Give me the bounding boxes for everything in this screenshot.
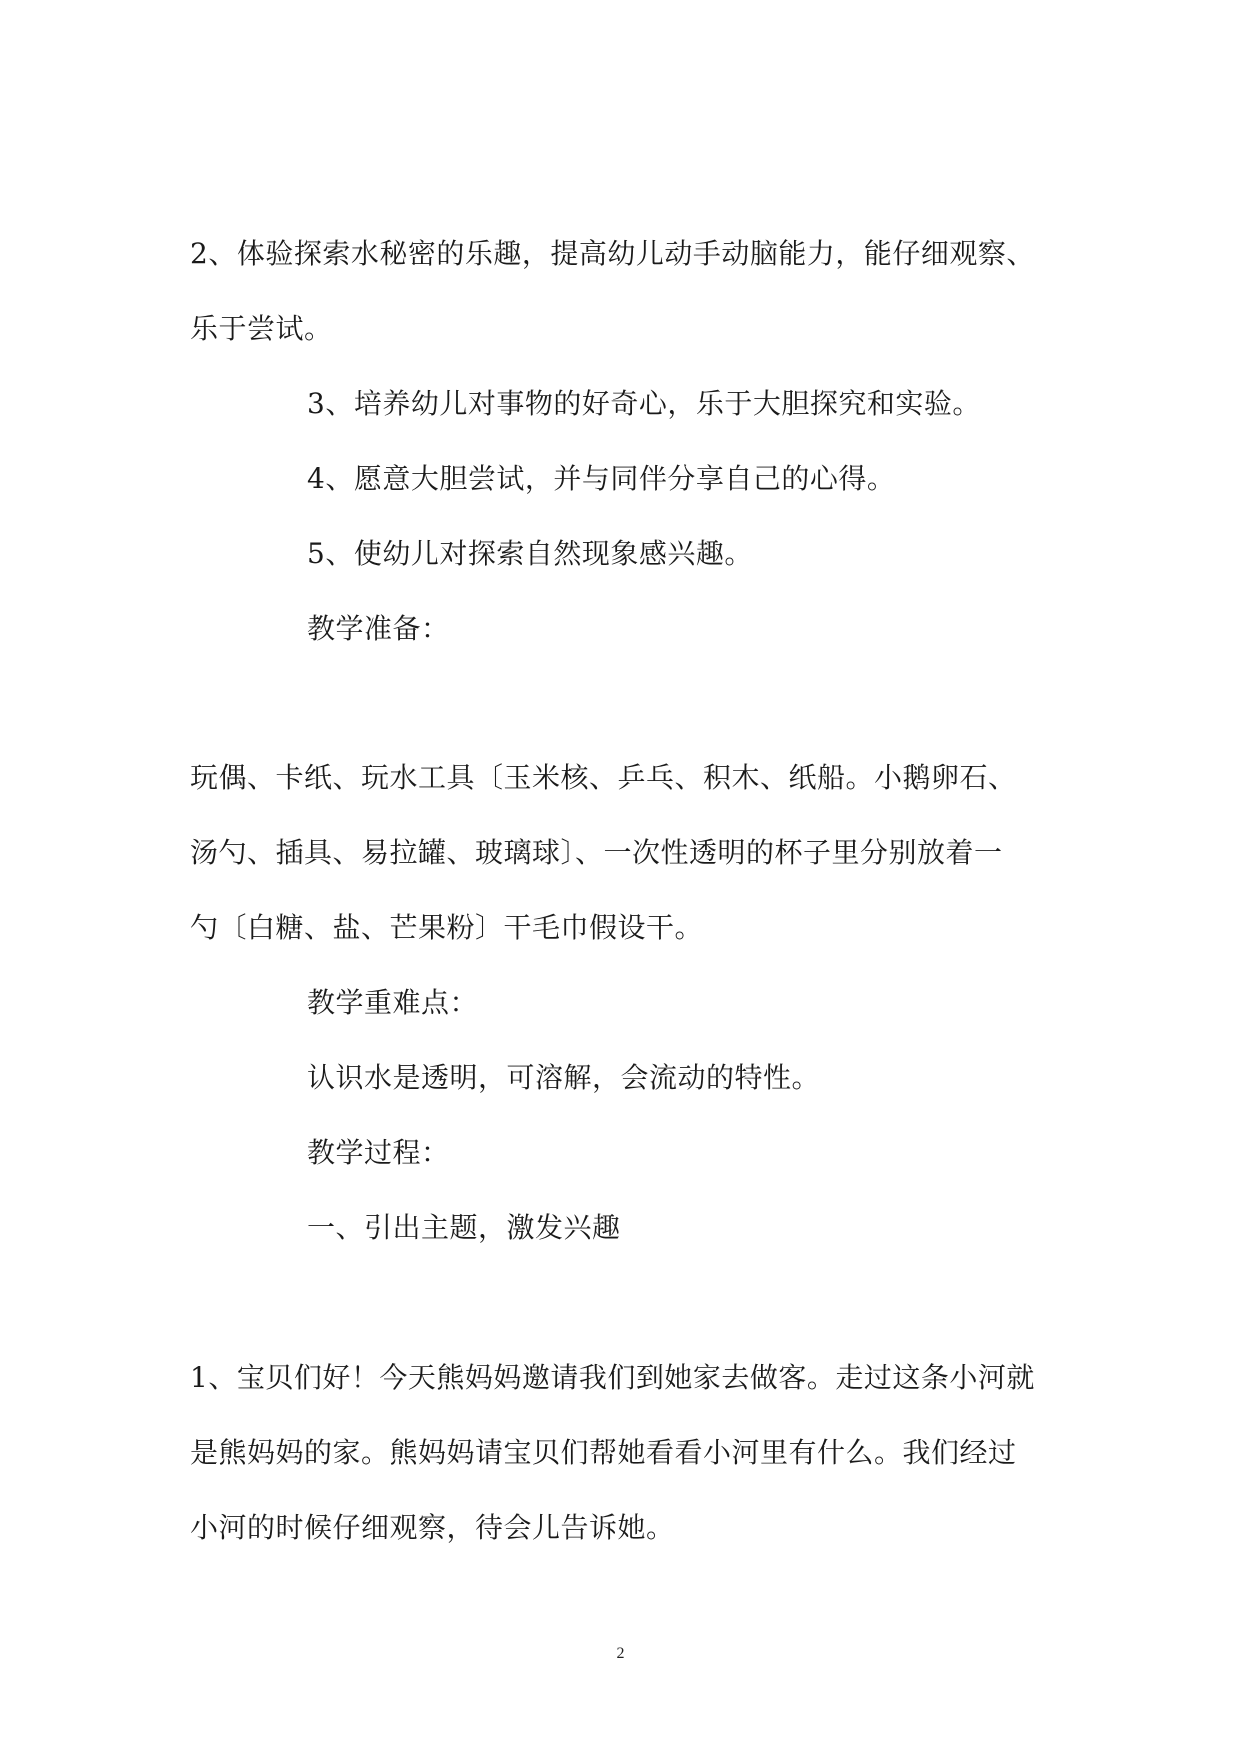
goal-5: 5、使幼儿对探索自然现象感兴趣。 [307, 537, 753, 570]
key-points-text: 认识水是透明，可溶解，会流动的特性。 [307, 1061, 821, 1094]
preparation-line-1: 玩偶、卡纸、玩水工具〔玉米核、乒乓、积木、纸船。小鹅卵石、 [190, 761, 1017, 794]
goal-2-line-2: 乐于尝试。 [190, 312, 333, 345]
process-paragraph-line-3: 小河的时候仔细观察，待会儿告诉她。 [190, 1511, 675, 1544]
section-heading-process: 教学过程： [307, 1136, 450, 1169]
process-step-1-heading: 一、引出主题，激发兴趣 [307, 1211, 621, 1244]
process-paragraph-line-1: 1、宝贝们好！今天熊妈妈邀请我们到她家去做客。走过这条小河就 [190, 1361, 1035, 1394]
section-heading-preparation: 教学准备： [307, 612, 450, 645]
page-number: 2 [616, 1645, 625, 1662]
section-heading-key-points: 教学重难点： [307, 986, 479, 1019]
goal-3: 3、培养幼儿对事物的好奇心，乐于大胆探究和实验。 [307, 387, 981, 420]
preparation-line-2: 汤勺、插具、易拉罐、玻璃球〕、一次性透明的杯子里分别放着一 [190, 836, 1003, 869]
preparation-line-3: 勺〔白糖、盐、芒果粉〕干毛巾假设干。 [190, 911, 704, 944]
goal-2-line-1: 2、体验探索水秘密的乐趣，提高幼儿动手动脑能力，能仔细观察、 [190, 237, 1035, 270]
goal-4: 4、愿意大胆尝试，并与同伴分享自己的心得。 [307, 462, 896, 495]
process-paragraph-line-2: 是熊妈妈的家。熊妈妈请宝贝们帮她看看小河里有什么。我们经过 [190, 1436, 1017, 1469]
